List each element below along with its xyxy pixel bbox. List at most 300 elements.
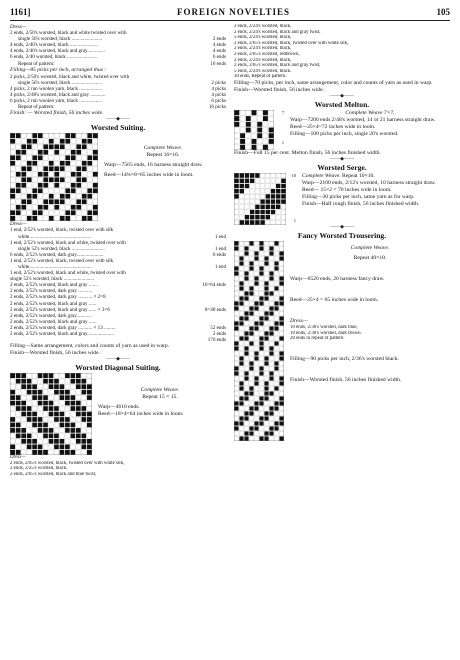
ornament: ——◆—— (330, 225, 354, 231)
weave-cell (234, 342, 238, 346)
weave-cell (266, 205, 270, 209)
weave-cell (234, 347, 238, 351)
weave-cell (252, 116, 257, 121)
weave-cell (234, 332, 238, 336)
weave-cell (274, 367, 278, 371)
weave-cell (21, 412, 26, 417)
weave-cell (82, 172, 87, 177)
weave-cell (60, 379, 65, 384)
weave-cell (38, 189, 43, 194)
worsted-suiting-dress (10, 227, 226, 343)
weave-cell (249, 332, 253, 336)
weave-cell (274, 297, 278, 301)
weave-cell (249, 382, 253, 386)
weave-cell (49, 385, 54, 390)
spec-line-text: 6 ends, 2/40 worsted, black ........................ (10, 54, 98, 61)
weave-cell (274, 342, 278, 346)
weave-cell (264, 377, 268, 381)
weave-repeat: Repeat 16×16. (146, 152, 180, 159)
weave-cell (274, 352, 278, 356)
weave-cell (246, 133, 251, 138)
weave-cell (239, 392, 243, 396)
weave-cell (255, 179, 259, 183)
weave-cell (244, 322, 248, 326)
weave-cell (76, 428, 81, 433)
weave-cell (264, 297, 268, 301)
weave-cell (276, 205, 280, 209)
weave-cell (54, 216, 59, 221)
weave-cell (279, 392, 283, 396)
weave-cell (54, 189, 59, 194)
weave-cell (87, 428, 92, 433)
weave-cell (249, 437, 253, 441)
weave-cell (271, 174, 275, 178)
weave-cell (49, 134, 54, 139)
weave-cell (269, 282, 273, 286)
weave-cell (264, 437, 268, 441)
weave-cell (49, 216, 54, 221)
weave-cell (65, 134, 70, 139)
weave-cell (10, 161, 15, 166)
weave-cell (76, 412, 81, 417)
weave-cell (264, 282, 268, 286)
weave-cell (269, 128, 274, 133)
weave-cell (38, 216, 43, 221)
weave-cell (54, 445, 59, 450)
weave-cell (244, 382, 248, 386)
weave-cell (76, 374, 81, 379)
weave-cell (279, 322, 283, 326)
weave-cell (21, 194, 26, 199)
weave-cell (81, 423, 86, 428)
weave-cell (269, 392, 273, 396)
weave-cell (60, 439, 65, 444)
weave-cell (43, 396, 48, 401)
weave-cell (271, 184, 275, 188)
weave-cell (60, 211, 65, 216)
trousering-dress (290, 325, 450, 342)
weave-cell (254, 392, 258, 396)
weave-cell (54, 423, 59, 428)
spec-line: 10 ends, 2/30's worsted, dark blue, (290, 325, 358, 331)
weave-cell (274, 242, 278, 246)
weave-cell (81, 374, 86, 379)
weave-cell (276, 220, 280, 224)
weave-cell (260, 220, 264, 224)
weave-cell (254, 242, 258, 246)
weave-cell (43, 167, 48, 172)
weave-cell (239, 292, 243, 296)
weave-cell (260, 200, 264, 204)
weave-cell (43, 139, 48, 144)
weave-cell (21, 423, 26, 428)
weave-cell (269, 247, 273, 251)
weave-cell (93, 172, 98, 177)
weave-cell (71, 167, 76, 172)
weave-cell (279, 347, 283, 351)
weave-cell (87, 385, 92, 390)
page-header (10, 6, 450, 18)
weave-cell (269, 377, 273, 381)
weave-cell (281, 189, 285, 193)
weave-cell (260, 184, 264, 188)
weave-cell (239, 367, 243, 371)
weave-cell (65, 139, 70, 144)
weave-cell (279, 242, 283, 246)
weave-cell (60, 396, 65, 401)
ornament: ——◆—— (330, 157, 354, 163)
weave-cell (16, 139, 21, 144)
weave-cell (234, 302, 238, 306)
weave-cell (87, 423, 92, 428)
weave-cell (269, 317, 273, 321)
weave-cell (76, 145, 81, 150)
weave-cell (16, 161, 21, 166)
weave-cell (264, 262, 268, 266)
weave-cell (43, 200, 48, 205)
weave-cell (255, 200, 259, 204)
weave-cell (240, 139, 245, 144)
weave-cell (60, 374, 65, 379)
weave-cell (279, 432, 283, 436)
weave-cell (43, 156, 48, 161)
weave-cell (76, 445, 81, 450)
weave-cell (87, 139, 92, 144)
weave-cell (49, 161, 54, 166)
weave-cell (276, 179, 280, 183)
weave-cell (264, 407, 268, 411)
spec-line: 2 ends, 2/65's worsted, black, twisted over with white silk, (10, 460, 125, 466)
weave-cell (234, 382, 238, 386)
weave-cell (82, 216, 87, 221)
weave-cell (266, 174, 270, 178)
weave-cell (93, 211, 98, 216)
weave-cell (21, 374, 26, 379)
weave-cell (269, 417, 273, 421)
weave-cell (234, 210, 238, 214)
weave-cell (240, 179, 244, 183)
weave-cell (16, 385, 21, 390)
right-column (234, 24, 450, 478)
weave-cell (255, 205, 259, 209)
weave-label: Complete Weave. (302, 173, 341, 180)
weave-cell (249, 347, 253, 351)
weave-cell (76, 200, 81, 205)
weave-cell (254, 292, 258, 296)
weave-cell (43, 178, 48, 183)
weave-cell (249, 297, 253, 301)
weave-cell (234, 174, 238, 178)
weave-cell (76, 450, 81, 455)
weave-cell (244, 262, 248, 266)
weave-cell (32, 390, 37, 395)
weave-cell (279, 377, 283, 381)
weave-cell (239, 412, 243, 416)
weave-cell (234, 357, 238, 361)
weave-cell (240, 200, 244, 204)
weave-cell (269, 352, 273, 356)
weave-cell (60, 216, 65, 221)
weave-cell (239, 347, 243, 351)
weave-cell (254, 397, 258, 401)
weave-cell (259, 362, 263, 366)
spec-line-text: 1 end, 2/52's worsted, black and white, twisted over with (10, 239, 126, 246)
weave-cell (244, 297, 248, 301)
weave-cell (269, 267, 273, 271)
ornament: ——◆—— (106, 357, 130, 363)
weave-cell (81, 439, 86, 444)
weave-cell (38, 134, 43, 139)
weave-cell (65, 189, 70, 194)
weave-cell (27, 200, 32, 205)
spec-line: 30 ends, Repeat of pattern. (234, 74, 287, 80)
weave-cell (269, 302, 273, 306)
ornament: ——◆—— (330, 93, 354, 99)
weave-cell (264, 292, 268, 296)
weave-cell (239, 422, 243, 426)
weave-cell (264, 287, 268, 291)
spec-line: 2 ends, 2/65's worsted, black, twisted over with white silk, (234, 40, 349, 46)
spec-line: 5 ends, 2/24's worsted, black, (234, 35, 292, 41)
weave-cell (49, 406, 54, 411)
weave-cell (249, 302, 253, 306)
weave-cell (249, 337, 253, 341)
weave-cell (49, 145, 54, 150)
spec-line-text: Filling—85 picks per inch, arranged thus : (10, 66, 107, 73)
weave-cell (279, 397, 283, 401)
weave-cell (71, 434, 76, 439)
weave-cell (49, 150, 54, 155)
weave-cell (27, 194, 32, 199)
weave-cell (259, 387, 263, 391)
weave-cell (252, 110, 257, 115)
weave-cell (43, 205, 48, 210)
weave-cell (244, 432, 248, 436)
weave-cell (254, 362, 258, 366)
weave-cell (65, 417, 70, 422)
weave-cell (254, 287, 258, 291)
weave-cell (32, 189, 37, 194)
weave-cell (239, 397, 243, 401)
weave-cell (259, 317, 263, 321)
weave-cell (264, 392, 268, 396)
weave-cell (43, 445, 48, 450)
weave-cell (234, 417, 238, 421)
weave-cell (71, 423, 76, 428)
weave-cell (239, 322, 243, 326)
weave-cell (249, 367, 253, 371)
spec-line: 2 ends, 2/65's worsted, black and blue twist, (10, 472, 97, 478)
weave-cell (245, 200, 249, 204)
weave-cell (234, 317, 238, 321)
weave-cell (10, 401, 15, 406)
weave-cell (254, 332, 258, 336)
weave-cell (27, 211, 32, 216)
weave-cell (264, 247, 268, 251)
weave-cell (32, 150, 37, 155)
weave-cell (43, 211, 48, 216)
weave-cell (269, 297, 273, 301)
weave-cell (32, 183, 37, 188)
weave-cell (269, 412, 273, 416)
weave-repeat: Repeat 10×10. (342, 173, 375, 180)
weave-cell (82, 150, 87, 155)
weave-cell (32, 205, 37, 210)
finish-spec: Finish—Full 15 per cent. Melton finish, 56 inches finished width. (234, 150, 381, 157)
weave-cell (234, 307, 238, 311)
weave-cell (274, 382, 278, 386)
weave-cell (254, 267, 258, 271)
weave-cell (27, 390, 32, 395)
weave-cell (27, 423, 32, 428)
weave-cell (71, 145, 76, 150)
weave-cell (279, 257, 283, 261)
weave-cell (65, 401, 70, 406)
weave-cell (65, 194, 70, 199)
weave-cell (32, 385, 37, 390)
weave-cell (239, 267, 243, 271)
weave-cell (279, 337, 283, 341)
weave-cell (10, 178, 15, 183)
weave-cell (43, 145, 48, 150)
weave-cell (234, 312, 238, 316)
weave-cell (239, 272, 243, 276)
weave-cell (257, 139, 262, 144)
weave-cell (269, 322, 273, 326)
weave-cell (234, 184, 238, 188)
weave-cell (257, 116, 262, 121)
reed-spec: Reed—25×4=72 inches wide in loom. (290, 124, 376, 131)
weave-cell (279, 407, 283, 411)
finish-spec: Finish—Worsted finish, 56 inches wide. (234, 86, 324, 93)
weave-cell (81, 412, 86, 417)
weave-cell (87, 401, 92, 406)
weave-cell (234, 432, 238, 436)
weave-cell (60, 417, 65, 422)
row-number: 1 (293, 218, 296, 224)
weave-cell (255, 194, 259, 198)
weave-cell (81, 390, 86, 395)
weave-cell (254, 387, 258, 391)
weave-cell (60, 428, 65, 433)
weave-cell (32, 434, 37, 439)
weave-cell (54, 167, 59, 172)
spec-line-count: 6 ends (212, 54, 226, 61)
weave-cell (32, 216, 37, 221)
weave-cell (10, 379, 15, 384)
weave-cell (264, 267, 268, 271)
weave-cell (240, 145, 245, 150)
weave-cell (244, 392, 248, 396)
weave-cell (10, 450, 15, 455)
weave-cell (249, 432, 253, 436)
weave-cell (87, 200, 92, 205)
spec-line: 5 ends, 2/24's worsted, black. (234, 68, 292, 74)
weave-cell (16, 390, 21, 395)
weave-cell (87, 194, 92, 199)
weave-cell (264, 417, 268, 421)
spec-line-text: 2 ends, 2/52's worsted, black and gray ...... × 3=6 (10, 306, 110, 313)
weave-cell (274, 262, 278, 266)
weave-cell (239, 427, 243, 431)
weave-cell (260, 189, 264, 193)
weave-cell (279, 372, 283, 376)
weave-cell (27, 139, 32, 144)
weave-cell (234, 282, 238, 286)
reed-spec: Reed— 15×2 = 70 inches wide in loom. (302, 187, 392, 194)
weave-cell (82, 189, 87, 194)
weave-cell (16, 428, 21, 433)
weave-cell (274, 252, 278, 256)
weave-cell (274, 267, 278, 271)
weave-cell (21, 450, 26, 455)
weave-cell (257, 128, 262, 133)
weave-cell (269, 139, 274, 144)
weave-cell (49, 172, 54, 177)
weave-cell (54, 434, 59, 439)
weave-cell (259, 272, 263, 276)
weave-cell (49, 434, 54, 439)
weave-cell (87, 374, 92, 379)
weave-cell (27, 183, 32, 188)
weave-cell (10, 216, 15, 221)
spec-line-text: 4 ends, 2/40's worsted, black ...................... (10, 42, 98, 49)
weave-cell (234, 377, 238, 381)
weave-cell (269, 292, 273, 296)
weave-cell (239, 377, 243, 381)
weave-cell (279, 287, 283, 291)
finish-spec: Finish—Worsted finish, 56 inches wide. (10, 350, 100, 357)
weave-cell (250, 200, 254, 204)
weave-cell (93, 167, 98, 172)
weave-cell (54, 145, 59, 150)
weave-cell (246, 145, 251, 150)
weave-cell (71, 150, 76, 155)
weave-cell (234, 272, 238, 276)
weave-cell (279, 282, 283, 286)
weave-cell (76, 385, 81, 390)
weave-cell (65, 161, 70, 166)
weave-cell (264, 257, 268, 261)
weave-cell (259, 332, 263, 336)
weave-cell (54, 450, 59, 455)
weave-cell (27, 172, 32, 177)
weave-cell (43, 390, 48, 395)
weave-cell (259, 242, 263, 246)
weave-cell (234, 194, 238, 198)
weave-cell (276, 200, 280, 204)
weave-cell (76, 150, 81, 155)
weave-cell (60, 145, 65, 150)
weave-cell (49, 396, 54, 401)
weave-cell (49, 178, 54, 183)
weave-cell (10, 139, 15, 144)
weave-cell (234, 437, 238, 441)
weave-cell (274, 347, 278, 351)
weave-cell (254, 352, 258, 356)
weave-cell (245, 184, 249, 188)
weave-cell (54, 396, 59, 401)
weave-cell (54, 183, 59, 188)
spec-line-count: 16 ends (210, 60, 226, 67)
spec-line: 2 ends, 2/24's worsted, black, (234, 24, 292, 29)
weave-cell (269, 277, 273, 281)
weave-cell (264, 332, 268, 336)
weave-cell (65, 423, 70, 428)
weave-cell (249, 412, 253, 416)
weave-cell (254, 382, 258, 386)
weave-cell (71, 385, 76, 390)
